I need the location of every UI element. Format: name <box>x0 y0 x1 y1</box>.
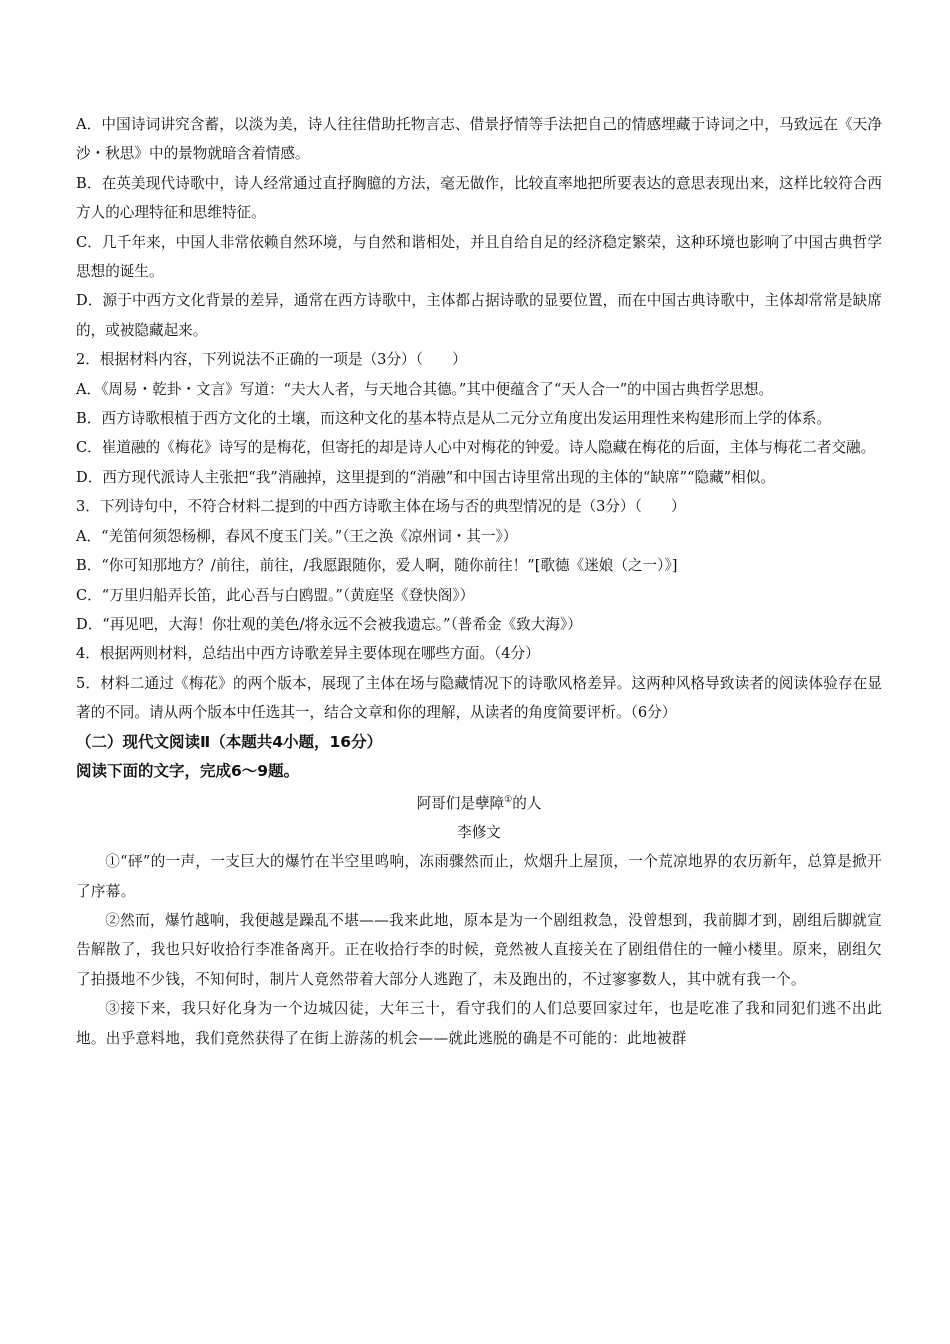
q1-option-b: B．在英美现代诗歌中，诗人经常通过直抒胸臆的方法，毫无做作，比较直率地把所要表达的意思表现出来，这样比较符合西方人的心理特征和思维特征。 <box>76 174 882 222</box>
q2-option-b: B．西方诗歌根植于西方文化的土壤，而这种文化的基本特点是从二元分立角度出发运用理性来构建形而上学的体系。 <box>76 410 832 428</box>
q2-stem: 2．根据材料内容，下列说法不正确的一项是（3分）（ ） <box>76 351 467 369</box>
q1-option-c: C．几千年来，中国人非常依赖自然环境，与自然和谐相处，并且自给自足的经济稳定繁荣，这种环境也影响了中国古典哲学思想的诞生。 <box>76 233 882 281</box>
q2-option-c: C．崔道融的《梅花》诗写的是梅花，但寄托的却是诗人心中对梅花的钟爱。诗人隐藏在梅花的后面，主体与梅花二者交融。 <box>76 439 876 457</box>
story-paragraph-3: ③接下来，我只好化身为一个边城囚徒，大年三十，看守我们的人们总要回家过年，也是吃准了我和同犯们逃不出此地。出乎意料地，我们竟然获得了在街上游荡的机会——就此逃脱的确是不可能的：此地被群 <box>76 1000 882 1047</box>
document-page <box>76 110 882 1053</box>
story-paragraph-1: ①“砰”的一声，一支巨大的爆竹在半空里鸣响，冻雨骤然而止，炊烟升上屋顶，一个荒凉地界的农历新年，总算是掀开了序幕。 <box>76 853 882 900</box>
q4-stem: 4．根据两则材料，总结出中西方诗歌差异主要体现在哪些方面。（4分） <box>76 645 540 663</box>
q3-option-a: A．“羌笛何须怨杨柳，春风不度玉门关。”（王之涣《凉州词・其一》） <box>76 527 518 545</box>
q5-stem: 5．材料二通过《梅花》的两个版本，展现了主体在场与隐藏情况下的诗歌风格差异。这两种风格导致读者的阅读体验存在显著的不同。请从两个版本中任选其一，结合文章和你的理解，从读者的角度简要评析。（6分） <box>76 674 882 722</box>
article-title-main: 阿哥们是孽障 <box>416 794 505 812</box>
section-instruction: 阅读下面的文字，完成6～9题。 <box>76 761 300 780</box>
q2-option-d: D．西方现代派诗人主张把“我”消融掉，这里提到的“消融”和中国古诗里常出现的主体的“缺席”“隐藏”相似。 <box>76 468 775 486</box>
article-title-tail: 的人 <box>512 794 542 812</box>
article-title <box>76 786 882 818</box>
section-heading: （二）现代文阅读Ⅱ（本题共4小题，16分） <box>76 732 383 751</box>
q1-option-a: A．中国诗词讲究含蓄，以淡为美，诗人往往借助托物言志、借景抒情等手法把自己的情感埋藏于诗词之中，马致远在《天净沙・秋思》中的景物就暗含着情感。 <box>76 116 882 163</box>
q3-option-d: D．“再见吧，大海！你壮观的美色/将永远不会被我遗忘。”（普希金《致大海》） <box>76 615 582 633</box>
q3-stem: 3．下列诗句中，不符合材料二提到的中西方诗歌主体在场与否的典型情况的是（3分）（ ） <box>76 498 686 516</box>
story-paragraph-2: ②然而，爆竹越响，我便越是躁乱不堪——我来此地，原本是为一个剧组救急，没曾想到，我前脚才到，剧组后脚就宣告解散了，我也只好收拾行李准备离开。正在收拾行李的时候，竟然被人直接关在了剧组借住的一幢小楼里。原来，剧组欠了拍摄地不少钱，不知何时，制片人竟然带着大部分人逃跑了，未及跑出的，不过寥寥数人，其中就有我一个。 <box>76 912 882 988</box>
q2-option-a: A．《周易・乾卦・文言》写道：“夫大人者，与天地合其德。”其中便蕴含了“天人合一”的中国古典哲学思想。 <box>76 380 774 398</box>
q1-option-d: D．源于中西方文化背景的差异，通常在西方诗歌中，主体都占据诗歌的显要位置，而在中国古典诗歌中，主体却常常是缺席的，或被隐藏起来。 <box>76 292 882 339</box>
article-author: 李修文 <box>457 823 501 841</box>
footnote-marker: ① <box>504 794 513 805</box>
q3-option-c: C．“万里归船弄长笛，此心吾与白鸥盟。”（黄庭坚《登快阁》） <box>76 586 475 604</box>
q3-option-b: B．“你可知那地方？/前往，前往，/我愿跟随你，爱人啊，随你前往！”[歌德《迷娘（之一）》] <box>76 557 678 575</box>
